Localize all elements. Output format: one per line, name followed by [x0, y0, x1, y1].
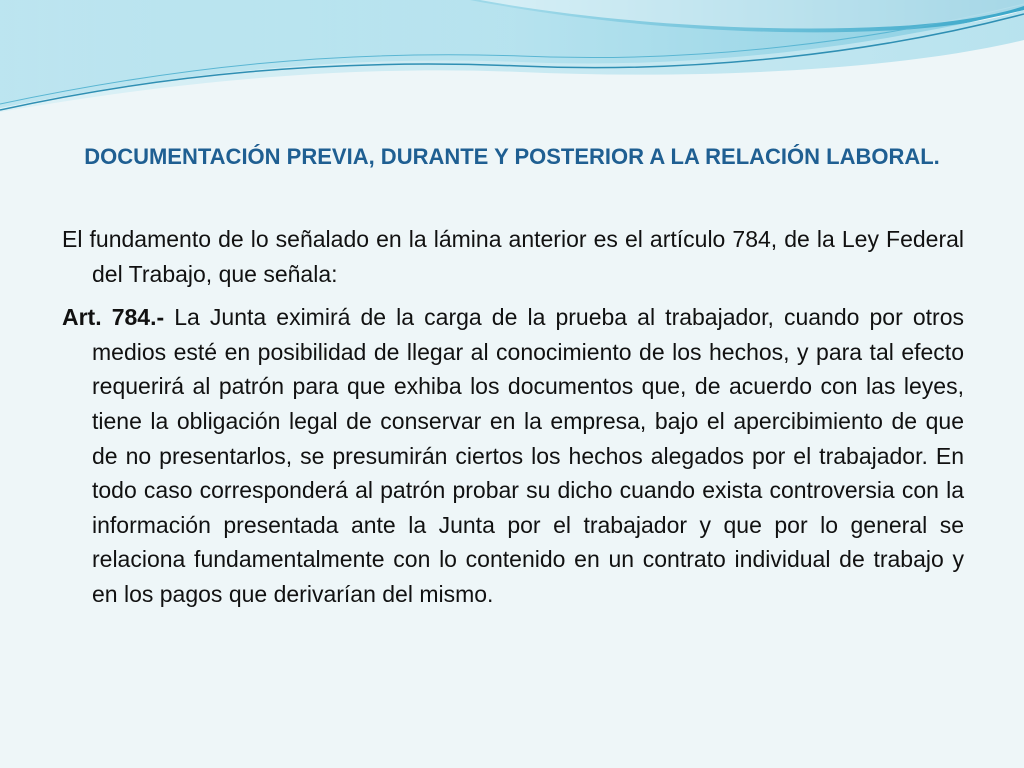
article-paragraph [62, 300, 964, 611]
slide-body [62, 222, 964, 621]
article-label: Art. 784.- [62, 304, 165, 331]
intro-paragraph: El fundamento de lo señalado en la lámina anterior es el artículo 784, de la Ley Federal del Trabajo, que señala: [62, 226, 964, 287]
decorative-wave-header [0, 0, 1024, 120]
article-text: La Junta eximirá de la carga de la prueba al trabajador, cuando por otros medios esté en posibilidad de llegar al conocimiento de los hechos, y para tal efecto requerirá al patrón para que exhiba los documentos que, de acuerdo con las leyes, tiene la obligación legal de conservar en la empresa, bajo el apercibimiento de que de no presentarlos, se presumirán ciertos los hechos alegados por el trabajador. En todo caso corresponderá al patrón probar su dicho cuando exista controversia con la información presentada ante la Junta por el trabajador y que por lo general se relaciona fundamentalmente con lo contenido en un contrato individual de trabajo y en los pagos que derivarían del mismo. [92, 304, 964, 607]
slide-title: DOCUMENTACIÓN PREVIA, DURANTE Y POSTERIOR A LA RELACIÓN LABORAL. [84, 144, 940, 169]
